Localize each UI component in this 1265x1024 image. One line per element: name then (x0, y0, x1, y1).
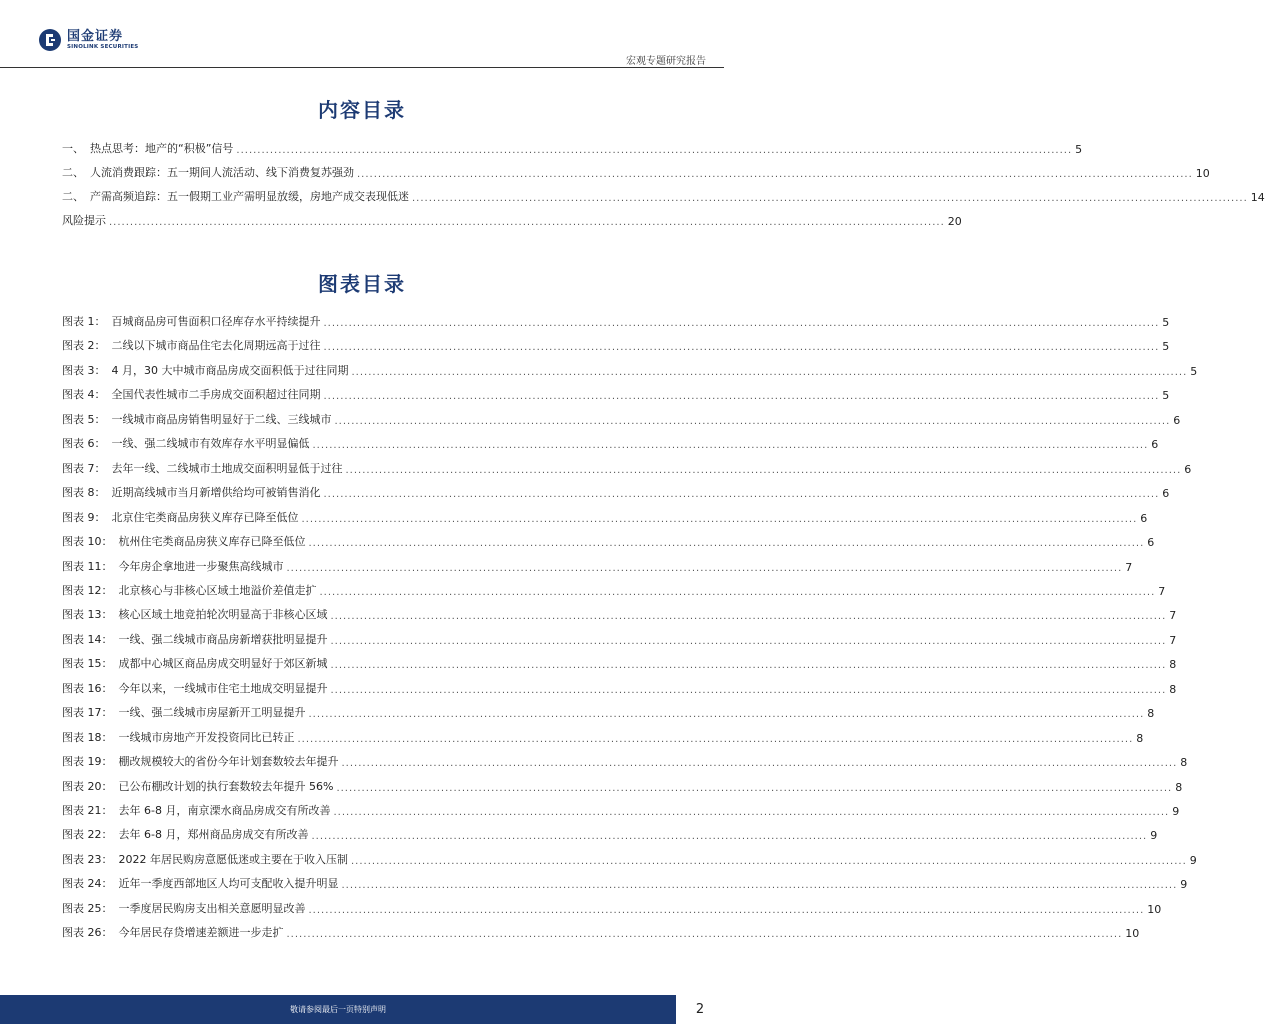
figure-entry[interactable] (62, 558, 1133, 574)
figure-entry[interactable] (62, 582, 1166, 598)
page-number: 2 (695, 1002, 705, 1017)
entry-number: 图表 20： (62, 779, 113, 793)
entry-page-number: 5 (1190, 364, 1198, 378)
dot-leader: ........................................................................................................................................................................................................ (311, 831, 1148, 843)
page-footer (0, 995, 724, 1024)
dot-leader: ........................................................................................................................................................................................................ (308, 538, 1145, 550)
entry-number: 图表 5： (62, 412, 106, 426)
entry-page-number: 5 (1162, 389, 1170, 403)
figure-list-title: 图表目录 (318, 272, 406, 296)
entry-number: 图表 9： (62, 510, 106, 524)
dot-leader: ........................................................................................................................................................................................................ (345, 464, 1182, 476)
sinolink-logo-icon (38, 28, 62, 52)
dot-leader: ........................................................................................................................................................................................................ (357, 169, 1193, 180)
logo-english-name: SINOLINK SECURITIES (67, 43, 139, 50)
dot-leader: ........................................................................................................................................................................................................ (341, 758, 1178, 770)
figure-entry[interactable] (62, 875, 1188, 892)
entry-page-number: 7 (1169, 633, 1177, 647)
entry-page-number: 9 (1180, 878, 1188, 892)
figure-entry[interactable] (62, 900, 1162, 916)
entry-page-number: 6 (1151, 438, 1159, 452)
dot-leader: ........................................................................................................................................................................................................ (323, 391, 1160, 403)
dot-leader: ........................................................................................................................................................................................................ (336, 782, 1173, 794)
entry-number: 图表 24： (62, 877, 113, 891)
entry-title[interactable]: 今年房企拿地进一步聚焦高线城市 (118, 559, 284, 573)
entry-page-number: 8 (1169, 682, 1177, 696)
entry-title[interactable]: 已公布棚改计划的执行套数较去年提升 56% (118, 779, 334, 793)
figure-entry[interactable] (62, 411, 1181, 427)
dot-leader: ........................................................................................................................................................................................................ (312, 440, 1149, 452)
figure-entry[interactable] (62, 435, 1159, 452)
figure-entry[interactable] (62, 753, 1188, 770)
entry-title[interactable]: 一线城市房地产开发投资同比已转正 (118, 730, 295, 744)
toc-entry[interactable] (62, 140, 1083, 156)
entry-title[interactable]: 成都中心城区商品房成交明显好于郊区新城 (118, 657, 328, 671)
dot-leader: ........................................................................................................................................................................................................ (333, 807, 1170, 818)
toc-entry[interactable] (62, 188, 1265, 204)
figure-entry[interactable] (62, 533, 1155, 550)
entry-page-number: 8 (1147, 707, 1155, 721)
entry-title[interactable]: 风险提示 (62, 214, 106, 227)
entry-title[interactable]: 人流消费跟踪：五一期间人流活动、线下消费复苏强劲 (90, 166, 354, 179)
dot-leader: ........................................................................................................................................................................................................ (308, 709, 1145, 721)
figure-entry[interactable] (62, 606, 1177, 623)
figure-entry[interactable] (62, 729, 1144, 745)
entry-number: 图表 11： (62, 559, 113, 573)
entry-page-number: 6 (1140, 511, 1148, 525)
dot-leader: ........................................................................................................................................................................................................ (334, 415, 1171, 427)
dot-leader: ........................................................................................................................................................................................................ (330, 684, 1167, 696)
entry-page-number: 14 (1250, 191, 1265, 204)
dot-leader: ........................................................................................................................................................................................................ (330, 660, 1167, 672)
entry-title[interactable]: 去年 6-8 月，南京溧水商品房成交有所改善 (118, 804, 331, 817)
dot-leader: ........................................................................................................................................................................................................ (330, 611, 1167, 623)
entry-title[interactable]: 今年以来，一线城市住宅土地成交明显提升 (118, 681, 328, 695)
dot-leader: ........................................................................................................................................................................................................ (412, 193, 1248, 204)
entry-number: 图表 7： (62, 461, 106, 475)
dot-leader: ........................................................................................................................................................................................................ (323, 342, 1160, 354)
entry-number: 图表 22： (62, 828, 113, 842)
entry-page-number: 9 (1172, 805, 1180, 818)
entry-page-number: 7 (1169, 609, 1177, 623)
entry-title[interactable]: 百城商品房可售面积口径库存水平持续提升 (111, 315, 321, 328)
figure-entry[interactable] (62, 509, 1148, 525)
entry-number: 图表 26： (62, 926, 113, 940)
entry-title[interactable]: 棚改规模较大的省份今年计划套数较去年提升 (118, 755, 339, 769)
entry-title[interactable]: 今年居民存贷增速差额进一步走扩 (118, 926, 284, 940)
logo-chinese-name: 国金证券 (67, 28, 124, 44)
entry-page-number: 10 (1147, 902, 1162, 916)
figure-entry[interactable] (62, 362, 1198, 378)
toc-title: 内容目录 (318, 98, 406, 122)
entry-title[interactable]: 全国代表性城市二手房成交面积超过往同期 (111, 388, 321, 402)
figure-entry[interactable] (62, 924, 1140, 941)
figure-entry[interactable] (62, 631, 1177, 647)
dot-leader: ........................................................................................................................................................................................................ (341, 880, 1178, 892)
entry-title[interactable]: 一线、强二线城市商品房新增获批明显提升 (118, 632, 328, 646)
entry-number: 一、 (62, 142, 84, 155)
entry-page-number: 6 (1184, 462, 1192, 476)
figure-entry[interactable] (62, 704, 1155, 721)
entry-page-number: 9 (1150, 829, 1158, 843)
entry-page-number: 7 (1158, 584, 1166, 598)
entry-title[interactable]: 杭州住宅类商品房狭义库存已降至低位 (118, 535, 306, 549)
entry-number: 图表 13： (62, 608, 113, 622)
entry-title[interactable]: 去年一线、二线城市土地成交面积明显低于过往 (111, 461, 343, 475)
entry-number: 图表 15： (62, 657, 113, 671)
entry-number: 二、 (62, 166, 84, 179)
report-type-label: 宏观专题研究报告 (626, 56, 706, 67)
entry-title[interactable]: 一线城市商品房销售明显好于二线、三线城市 (111, 412, 332, 426)
figure-entry[interactable] (62, 313, 1170, 329)
entry-number: 图表 12： (62, 583, 113, 597)
entry-page-number: 6 (1173, 413, 1181, 427)
toc-entry[interactable] (62, 212, 962, 228)
figure-entry[interactable] (62, 680, 1177, 696)
entry-number: 图表 10： (62, 535, 113, 549)
entry-page-number: 5 (1075, 143, 1083, 156)
figure-entry[interactable] (62, 386, 1170, 403)
figure-entry[interactable] (62, 851, 1197, 867)
entry-number: 图表 8： (62, 486, 106, 500)
entry-page-number: 5 (1162, 340, 1170, 354)
entry-number: 图表 25： (62, 901, 113, 915)
figure-entry[interactable] (62, 484, 1170, 501)
entry-page-number: 8 (1180, 756, 1188, 770)
dot-leader: ........................................................................................................................................................................................................ (109, 217, 945, 228)
entry-page-number: 8 (1169, 658, 1177, 672)
entry-title[interactable]: 一线、强二线城市房屋新开工明显提升 (118, 706, 306, 720)
entry-title[interactable]: 一季度居民购房支出相关意愿明显改善 (118, 901, 306, 915)
entry-page-number: 20 (947, 215, 962, 228)
figure-entry[interactable] (62, 337, 1170, 354)
entry-number: 图表 4： (62, 388, 106, 402)
figure-entry[interactable] (62, 655, 1177, 672)
entry-title[interactable]: 热点思考：地产的“积极”信号 (90, 142, 234, 155)
entry-title[interactable]: 近年一季度西部地区人均可支配收入提升明显 (118, 877, 339, 891)
entry-title[interactable]: 2022 年居民购房意愿低迷或主要在于收入压制 (118, 852, 348, 866)
entry-title[interactable]: 北京核心与非核心区域土地溢价差值走扩 (118, 583, 317, 597)
entry-number: 图表 19： (62, 755, 113, 769)
entry-page-number: 8 (1136, 731, 1144, 745)
toc-entry[interactable] (62, 164, 1210, 180)
entry-title[interactable]: 核心区域土地竞拍轮次明显高于非核心区域 (118, 608, 328, 622)
entry-page-number: 5 (1162, 316, 1170, 329)
entry-number: 图表 6： (62, 437, 106, 451)
entry-page-number: 9 (1189, 853, 1197, 867)
entry-number: 图表 23： (62, 852, 113, 866)
entry-title[interactable]: 二线以下城市商品住宅去化周期远高于过往 (111, 339, 321, 353)
dot-leader: ........................................................................................................................................................................................................ (286, 929, 1123, 941)
figure-entry[interactable] (62, 460, 1192, 476)
dot-leader: ........................................................................................................................................................................................................ (351, 855, 1187, 867)
header-divider (0, 67, 724, 68)
dot-leader: ........................................................................................................................................................................................................ (323, 318, 1160, 329)
dot-leader: ........................................................................................................................................................................................................ (323, 489, 1160, 501)
entry-title[interactable]: 一线、强二线城市有效库存水平明显偏低 (111, 437, 310, 451)
dot-leader: ........................................................................................................................................................................................................ (286, 562, 1123, 574)
dot-leader: ........................................................................................................................................................................................................ (297, 733, 1134, 745)
dot-leader: ........................................................................................................................................................................................................ (351, 366, 1188, 378)
entry-title[interactable]: 4 月，30 大中城市商品房成交面积低于过往同期 (111, 363, 349, 377)
figure-entry[interactable] (62, 778, 1183, 794)
entry-page-number: 6 (1162, 487, 1170, 501)
entry-title[interactable]: 去年 6-8 月，郑州商品房成交有所改善 (118, 828, 309, 842)
entry-title[interactable]: 北京住宅类商品房狭义库存已降至低位 (111, 510, 299, 524)
entry-page-number: 6 (1147, 536, 1155, 550)
entry-number: 图表 16： (62, 681, 113, 695)
entry-number: 图表 14： (62, 632, 113, 646)
figure-entry[interactable] (62, 802, 1180, 818)
entry-page-number: 8 (1175, 780, 1183, 794)
entry-page-number: 10 (1195, 167, 1210, 180)
dot-leader: ........................................................................................................................................................................................................ (330, 635, 1167, 647)
dot-leader: ........................................................................................................................................................................................................ (236, 145, 1073, 156)
page-header (0, 0, 724, 70)
figure-entry[interactable] (62, 826, 1158, 843)
entry-title[interactable]: 产需高频追踪：五一假期工业产需明显放缓，房地产成交表现低迷 (90, 190, 409, 203)
dot-leader: ........................................................................................................................................................................................................ (319, 586, 1156, 598)
entry-number: 图表 3： (62, 363, 106, 377)
entry-number: 图表 17： (62, 706, 113, 720)
entry-page-number: 10 (1125, 927, 1140, 941)
entry-title[interactable]: 近期高线城市当月新增供给均可被销售消化 (111, 486, 321, 500)
dot-leader: ........................................................................................................................................................................................................ (301, 513, 1138, 525)
entry-page-number: 7 (1125, 560, 1133, 574)
entry-number: 图表 1： (62, 315, 106, 328)
entry-number: 图表 18： (62, 730, 113, 744)
company-logo (38, 28, 138, 52)
entry-number: 图表 21： (62, 804, 113, 817)
dot-leader: ........................................................................................................................................................................................................ (308, 904, 1145, 916)
entry-number: 图表 2： (62, 339, 106, 353)
footer-disclaimer: 敬请参阅最后一页特别声明 (290, 1005, 386, 1014)
entry-number: 二、 (62, 190, 84, 203)
